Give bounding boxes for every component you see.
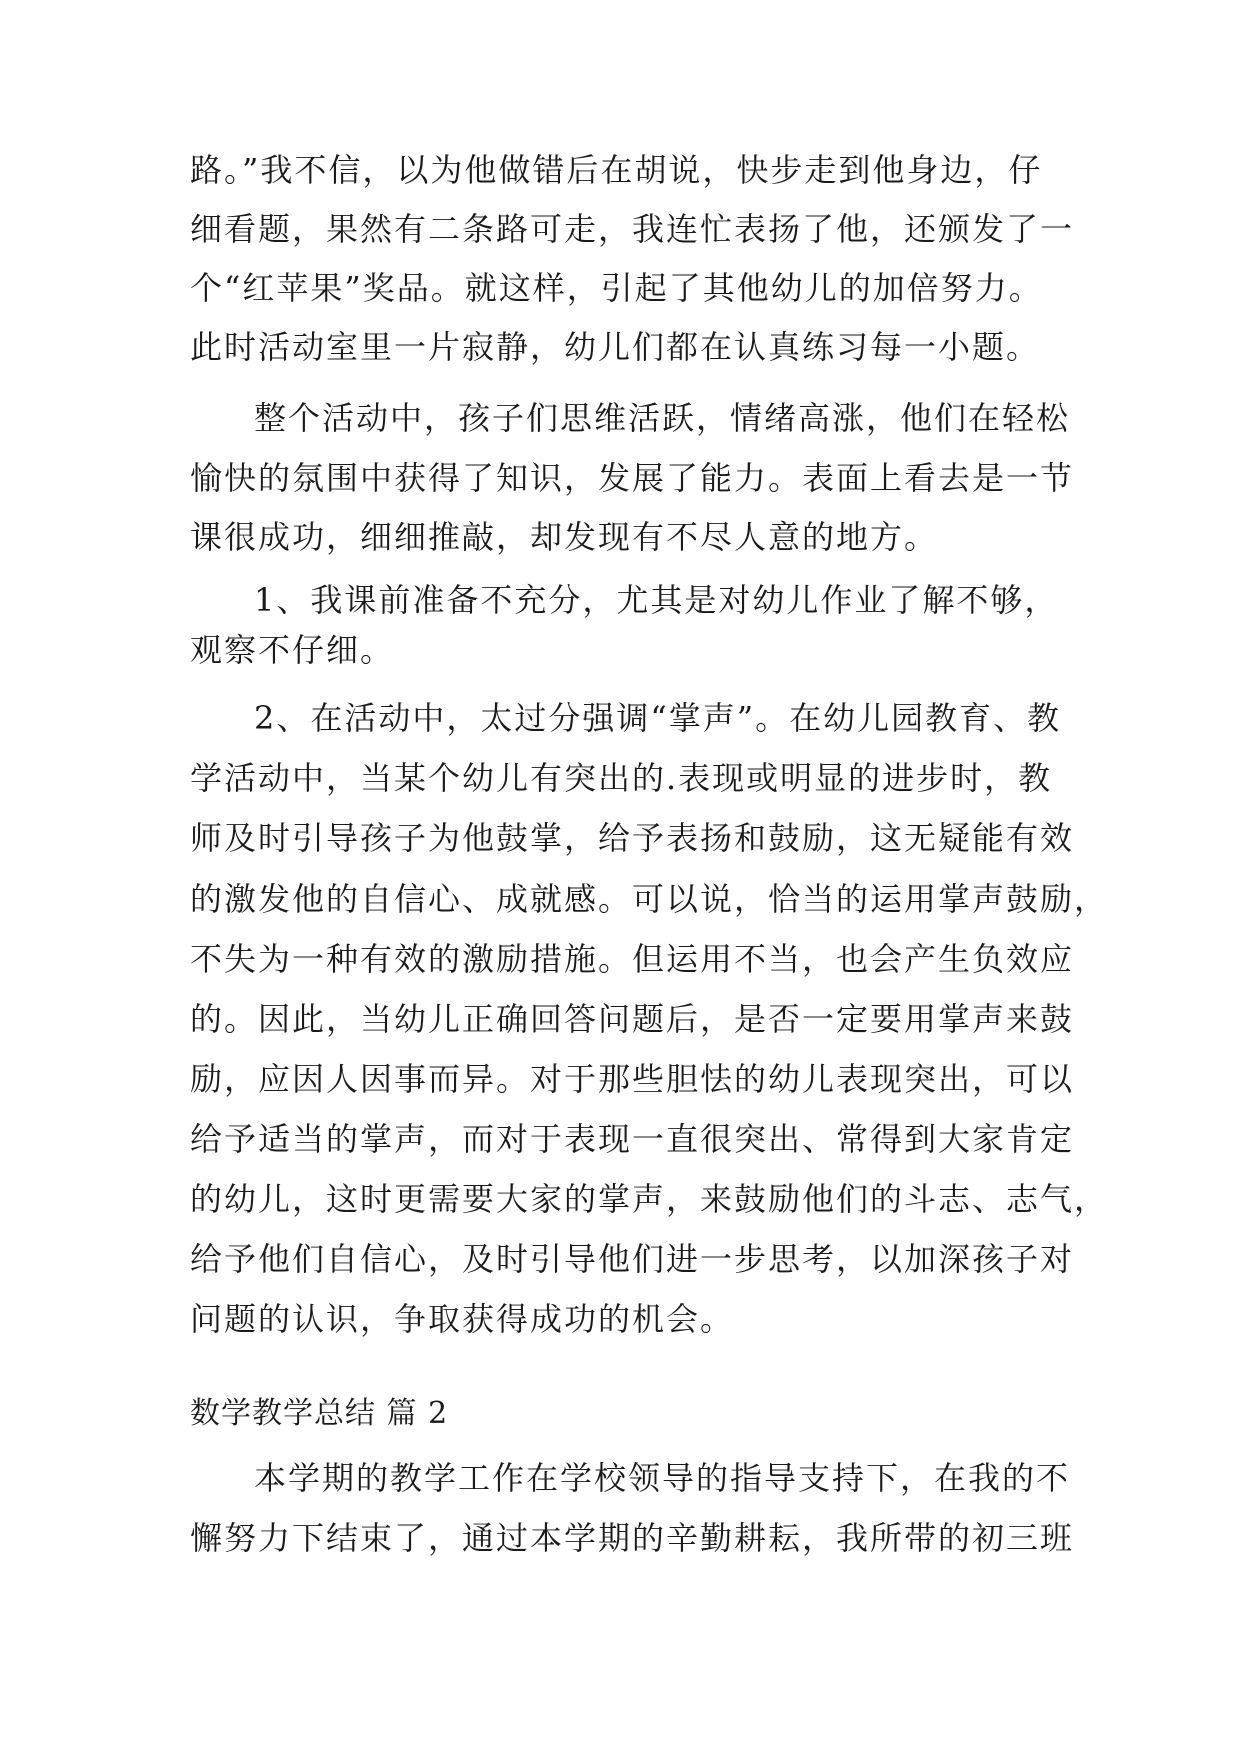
- text-line: 问题的认识，争取获得成功的机会。: [190, 1300, 735, 1338]
- text-line: 不失为一种有效的激励措施。但运用不当，也会产生负效应: [190, 940, 1075, 978]
- text-line: 学活动中，当某个幼儿有突出的.表现或明显的进步时，教: [190, 759, 1053, 797]
- text-line: 给予适当的掌声，而对于表现一直很突出、常得到大家肯定: [190, 1120, 1075, 1158]
- text-line: 观察不仔细。: [190, 631, 395, 669]
- text-line: 个“红苹果”奖品。就这样，引起了其他幼儿的加倍努力。: [190, 269, 1043, 307]
- paragraph-first-line: 本学期的教学工作在学校领导的指导支持下，在我的不: [254, 1459, 1071, 1497]
- text-line: 细看题，果然有二条路可走，我连忙表扬了他，还颁发了一: [190, 210, 1075, 248]
- text-line: 愉快的氛围中获得了知识，发展了能力。表面上看去是一节: [190, 459, 1075, 497]
- section-heading: 数学教学总结 篇 2: [190, 1396, 449, 1431]
- text-line: 的幼儿，这时更需要大家的掌声，来鼓励他们的斗志、志气，: [190, 1180, 1109, 1218]
- text-line: 的激发他的自信心、成就感。可以说，恰当的运用掌声鼓励，: [190, 880, 1109, 918]
- text-line: 此时活动室里一片寂静，幼儿们都在认真练习每一小题。: [190, 328, 1041, 366]
- text-line: 懈努力下结束了，通过本学期的辛勤耕耘，我所带的初三班: [190, 1519, 1075, 1557]
- text-line: 的。因此，当幼儿正确回答问题后，是否一定要用掌声来鼓: [190, 1000, 1075, 1038]
- paragraph-first-line: 整个活动中，孩子们思维活跃，情绪高涨，他们在轻松: [254, 399, 1071, 437]
- text-line: 路。”我不信，以为他做错后在胡说，快步走到他身边，仔: [190, 151, 1043, 189]
- list-item-2: 2、在活动中，太过分强调“掌声”。在幼儿园教育、教: [254, 699, 1062, 737]
- list-item-1: 1、我课前准备不充分，尤其是对幼儿作业了解不够，: [254, 581, 1059, 619]
- text-line: 师及时引导孩子为他鼓掌，给予表扬和鼓励，这无疑能有效: [190, 819, 1075, 857]
- text-line: 给予他们自信心，及时引导他们进一步思考，以加深孩子对: [190, 1240, 1075, 1278]
- text-line: 励，应因人因事而异。对于那些胆怯的幼儿表现突出，可以: [190, 1060, 1075, 1098]
- text-line: 课很成功，细细推敲，却发现有不尽人意的地方。: [190, 518, 939, 556]
